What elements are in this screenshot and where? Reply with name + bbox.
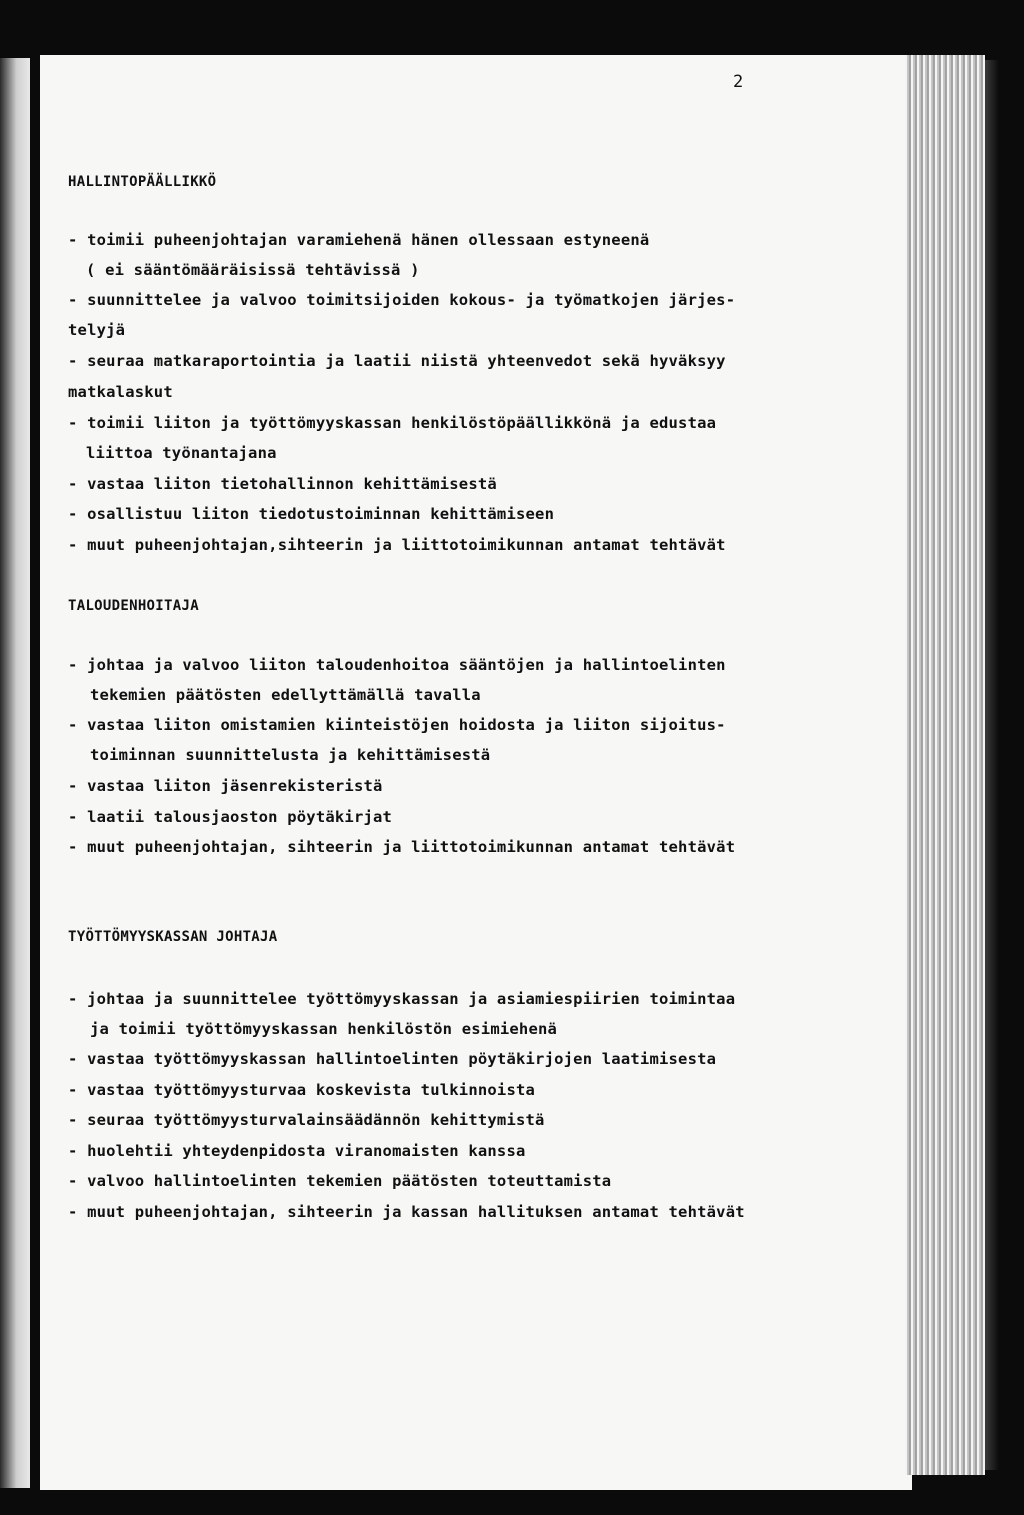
list-line: liittoa työnantajana [86, 444, 277, 462]
list-line: - valvoo hallintoelinten tekemien päätösten toteuttamista [68, 1172, 612, 1190]
list-line: - vastaa liiton tietohallinnon kehittämisestä [68, 475, 497, 493]
list-line: matkalaskut [68, 383, 173, 401]
section-heading-hallintopaallikko: HALLINTOPÄÄLLIKKÖ [68, 174, 217, 190]
section-heading-taloudenhoitaja: TALOUDENHOITAJA [68, 598, 199, 614]
list-line: - vastaa liiton jäsenrekisteristä [68, 777, 383, 795]
list-line: - johtaa ja suunnittelee työttömyyskassan ja asiamiespiirien toimintaa [68, 990, 736, 1008]
list-line: - johtaa ja valvoo liiton taloudenhoitoa sääntöjen ja hallintoelinten [68, 656, 726, 674]
list-line: - laatii talousjaoston pöytäkirjat [68, 808, 393, 826]
adjacent-page-edge [0, 58, 30, 1488]
list-line: - muut puheenjohtajan, sihteerin ja liittotoimikunnan antamat tehtävät [68, 838, 736, 856]
list-line: - seuraa matkaraportointia ja laatii niistä yhteenvedot sekä hyväksyy [68, 352, 726, 370]
list-line: toiminnan suunnittelusta ja kehittämisestä [90, 746, 491, 764]
list-line: - muut puheenjohtajan,sihteerin ja liittotoimikunnan antamat tehtävät [68, 536, 726, 554]
page-stack-shadow [985, 60, 999, 1470]
list-line: ( ei sääntömääräisissä tehtävissä ) [86, 261, 420, 279]
list-line: - suunnittelee ja valvoo toimitsijoiden kokous- ja työmatkojen järjes- [68, 291, 736, 309]
list-line: - vastaa työttömyyskassan hallintoelinten pöytäkirjojen laatimisesta [68, 1050, 717, 1068]
list-line: - osallistuu liiton tiedotustoiminnan kehittämiseen [68, 505, 555, 523]
list-line: telyjä [68, 321, 126, 339]
page-number: 2 [733, 72, 744, 92]
book-page-stack [905, 55, 985, 1475]
list-line: - vastaa liiton omistamien kiinteistöjen hoidosta ja liiton sijoitus- [68, 716, 726, 734]
list-line: - huolehtii yhteydenpidosta viranomaisten kanssa [68, 1142, 526, 1160]
list-line: - vastaa työttömyysturvaa koskevista tulkinnoista [68, 1081, 536, 1099]
list-line: - toimii puheenjohtajan varamiehenä hänen ollessaan estyneenä [68, 231, 650, 249]
list-line: - muut puheenjohtajan, sihteerin ja kassan hallituksen antamat tehtävät [68, 1203, 745, 1221]
list-line: - toimii liiton ja työttömyyskassan henkilöstöpäällikkönä ja edustaa [68, 414, 717, 432]
list-line: tekemien päätösten edellyttämällä tavalla [90, 686, 481, 704]
list-line: ja toimii työttömyyskassan henkilöstön esimiehenä [90, 1020, 558, 1038]
section-heading-tyottomyyskassan-johtaja: TYÖTTÖMYYSKASSAN JOHTAJA [68, 929, 278, 945]
list-line: - seuraa työttömyysturvalainsäädännön kehittymistä [68, 1111, 545, 1129]
